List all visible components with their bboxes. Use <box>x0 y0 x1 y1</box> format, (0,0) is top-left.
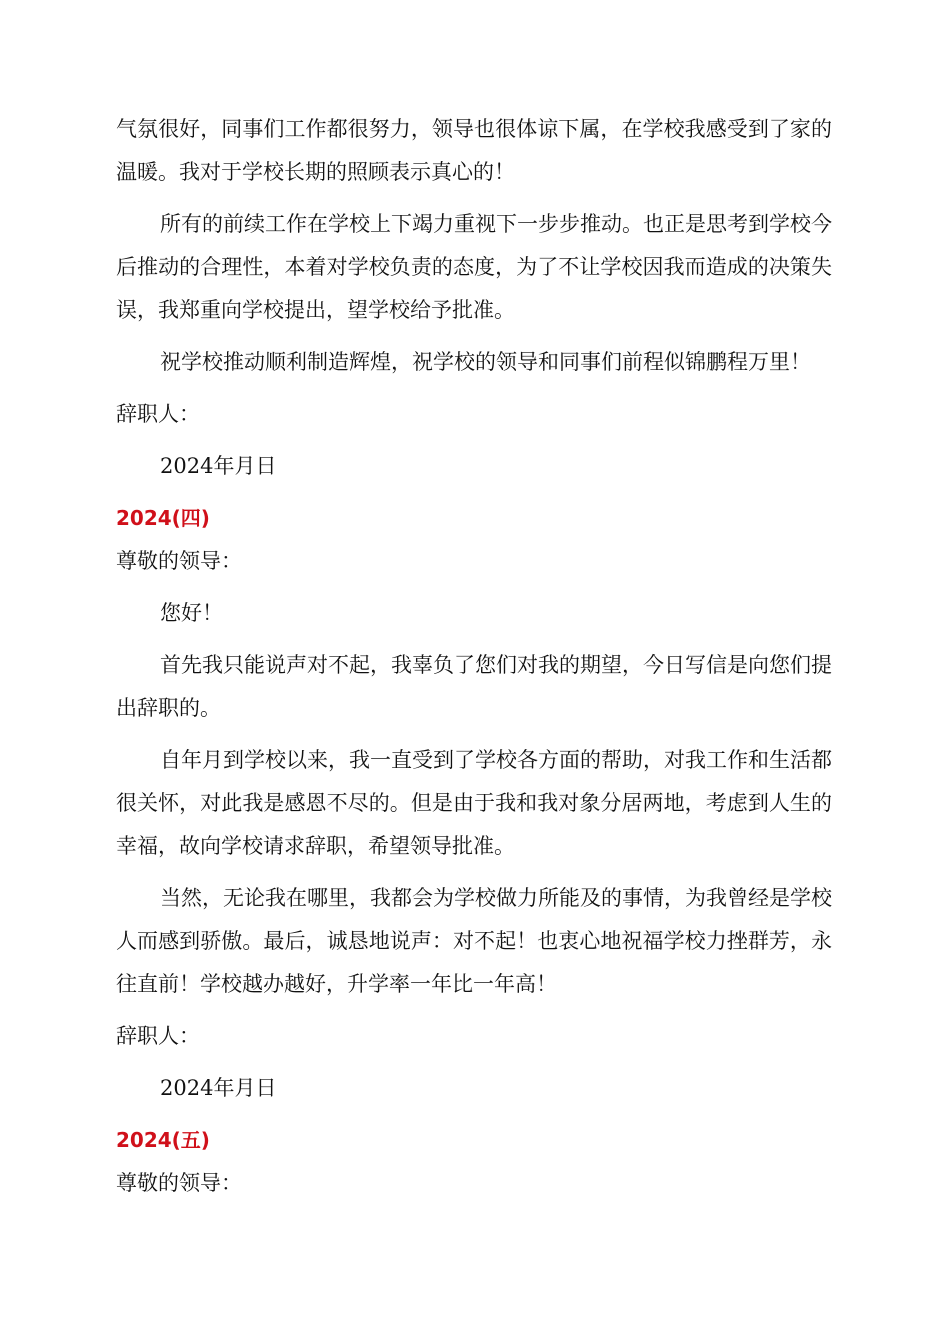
greeting: 您好！ <box>160 601 223 625</box>
paragraph-consideration: 所有的前续工作在学校上下竭力重视下一步步推动。也正是思考到学校今后推动的合理性，本着对学校负责的态度，为了不让学校因我而造成的决策失误，我郑重向学校提出，望学校给予批准。 <box>116 212 832 322</box>
paragraph-reason: 自年月到学校以来，我一直受到了学校各方面的帮助，对我工作和生活都很关怀，对此我是感恩不尽的。但是由于我和我对象分居两地，考虑到人生的幸福，故向学校请求辞职，希望领导批准。 <box>116 748 832 858</box>
signature-label: 辞职人： <box>116 1024 200 1048</box>
date-line: 2024年月日 <box>160 1076 277 1100</box>
paragraph-blessing: 祝学校推动顺利制造辉煌，祝学校的领导和同事们前程似锦鹏程万里！ <box>160 350 811 374</box>
paragraph-continued: 气氛很好，同事们工作都很努力，领导也很体谅下属，在学校我感受到了家的温暖。我对于学校长期的照顾表示真心的！ <box>116 117 832 184</box>
date-line: 2024年月日 <box>160 454 277 478</box>
salutation: 尊敬的领导： <box>116 549 242 573</box>
section-heading-4: 2024(四) <box>116 506 210 530</box>
salutation: 尊敬的领导： <box>116 1171 242 1195</box>
document-page <box>116 108 832 1205</box>
paragraph-apology: 首先我只能说声对不起，我辜负了您们对我的期望，今日写信是向您们提出辞职的。 <box>116 653 832 720</box>
paragraph-closing: 当然，无论我在哪里，我都会为学校做力所能及的事情，为我曾经是学校人而感到骄傲。最后，诚恳地说声：对不起！也衷心地祝福学校力挫群芳，永往直前！学校越办越好，升学率一年比一年高！ <box>116 886 832 996</box>
signature-label: 辞职人： <box>116 402 200 426</box>
section-heading-5: 2024(五) <box>116 1128 210 1152</box>
